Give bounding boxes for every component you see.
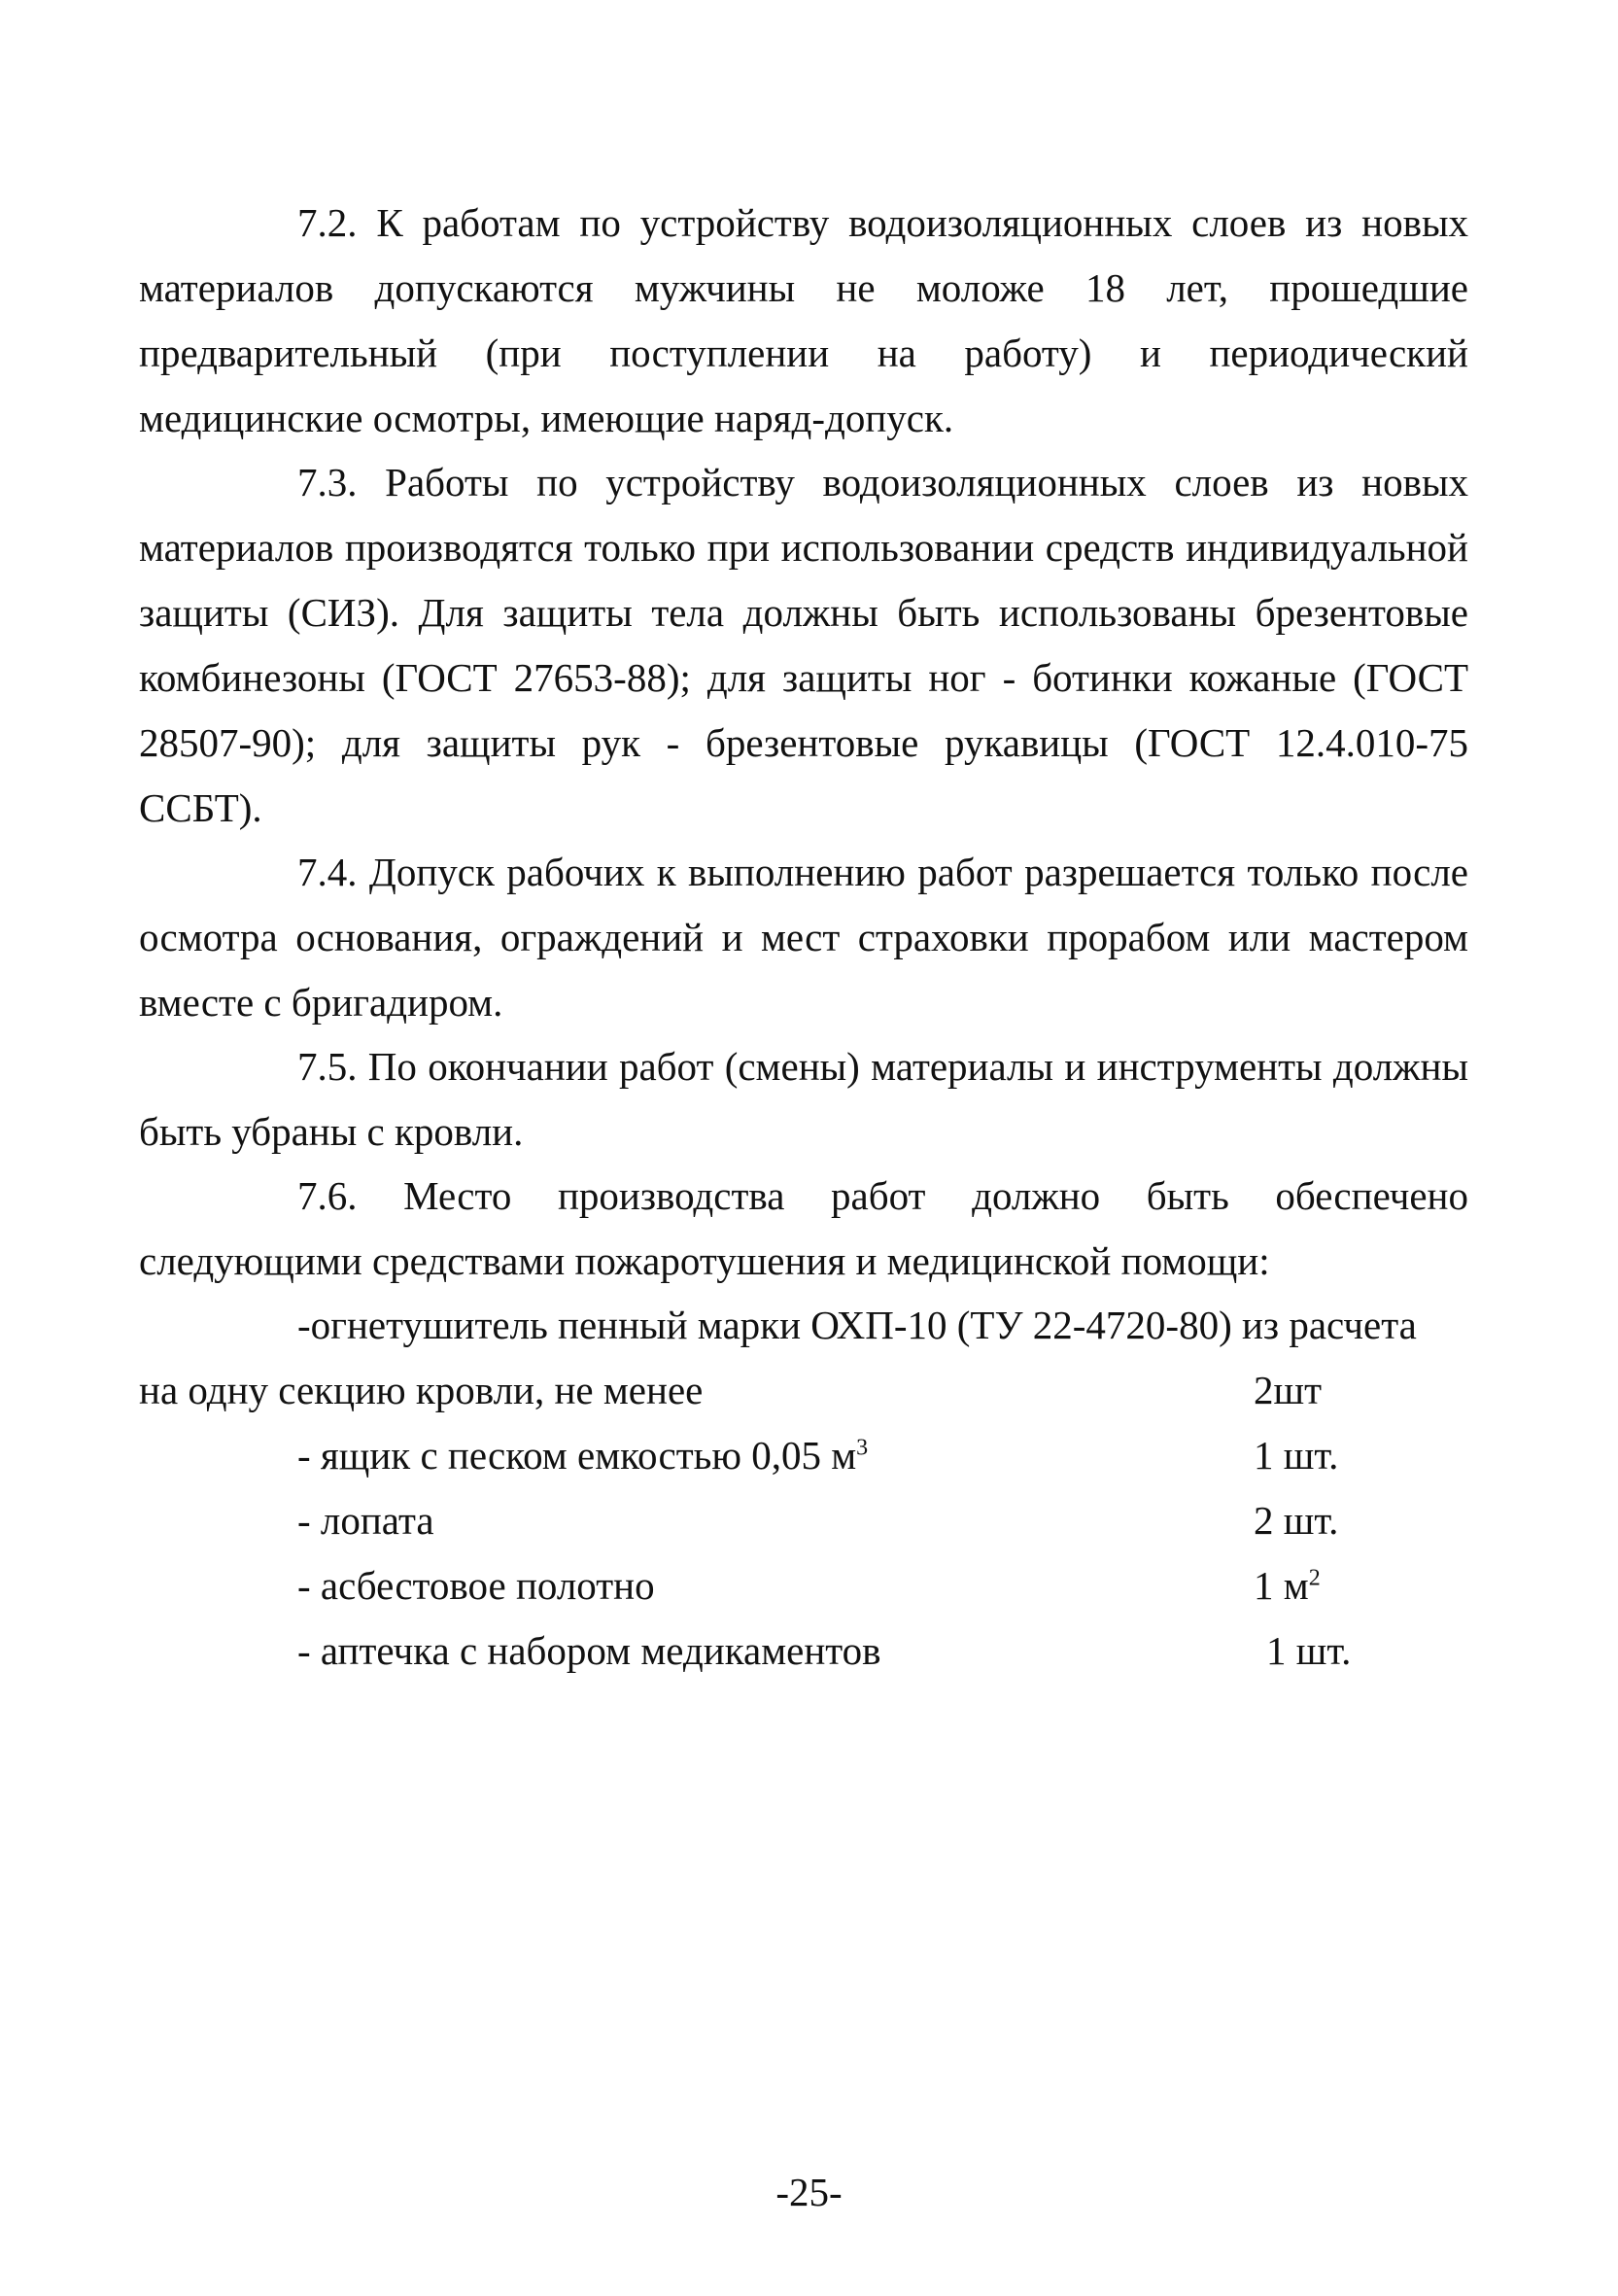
page-number: -25- [775,2170,843,2214]
list-item-qty-text: 1 шт. [1254,1433,1339,1478]
list-item-name [297,1628,881,1673]
list-item-qty [1254,1553,1321,1618]
list-item-qty-text: 1 шт. [1266,1628,1352,1673]
paragraph-7-2: 7.2. К работам по устройству водоизоляционных слоев из новых материалов допускаются мужчины не моложе 18 лет, прошедшие предварительный (при поступлении на работу) и периодический медицинские осмотры, имеющие наряд-допуск. [139,200,1468,440]
list-item-qty-text: 2 шт. [1254,1498,1339,1543]
list-item-name-text: - аптечка с набором медикаментов [297,1628,881,1673]
fire-extinguisher-line2 [139,1358,1468,1423]
list-item-name-text: - лопата [297,1498,434,1543]
list-item-qty-sup: 2 [1308,1565,1321,1591]
list-item [297,1618,1468,1684]
fire-extinguisher-line2-text: на одну секцию кровли, не менее [139,1368,704,1412]
list-item-name-text: - ящик с песком емкостью 0,05 м [297,1433,857,1478]
list-item-name [297,1498,434,1543]
paragraph-7-4: 7.4. Допуск рабочих к выполнению работ разрешается только после осмотра основания, ограждений и мест страховки прорабом или мастером вместе с бригадиром. [139,850,1468,1025]
fire-extinguisher-line1: -огнетушитель пенный марки ОХП-10 (ТУ 22-4720-80) из расчета [297,1303,1417,1347]
paragraph-7-3: 7.3. Работы по устройству водоизоляционных слоев из новых материалов производятся только при использовании средств индивидуальной защиты (СИЗ). Для защиты тела должны быть использованы брезентовые комбинезоны (ГОСТ 27653-88); для защиты ног - ботинки кожаные (ГОСТ 28507-90); для защиты рук - брезентовые рукавицы (ГОСТ 12.4.010-75 ССБТ). [139,460,1468,830]
list-item-qty [1254,1488,1338,1553]
list-item-name-text: - асбестовое полотно [297,1563,655,1608]
fire-extinguisher-item [139,1293,1468,1423]
fire-extinguisher-qty: 2шт [1254,1368,1322,1412]
list-item [297,1553,1468,1618]
paragraph-7-5: 7.5. По окончании работ (смены) материалы и инструменты должны быть убраны с кровли. [139,1044,1468,1154]
list-item [297,1423,1468,1488]
list-item-qty [1254,1423,1338,1488]
list-item-name-sup: 3 [856,1435,869,1461]
list-item-name [297,1563,655,1608]
paragraph-7-6: 7.6. Место производства работ должно быть обеспечено следующими средствами пожаротушения и медицинской помощи: [139,1173,1468,1283]
list-item-name [297,1433,868,1478]
list-item [297,1488,1468,1553]
list-item-qty [1266,1618,1351,1684]
list-item-qty-text: 1 м [1254,1563,1309,1608]
